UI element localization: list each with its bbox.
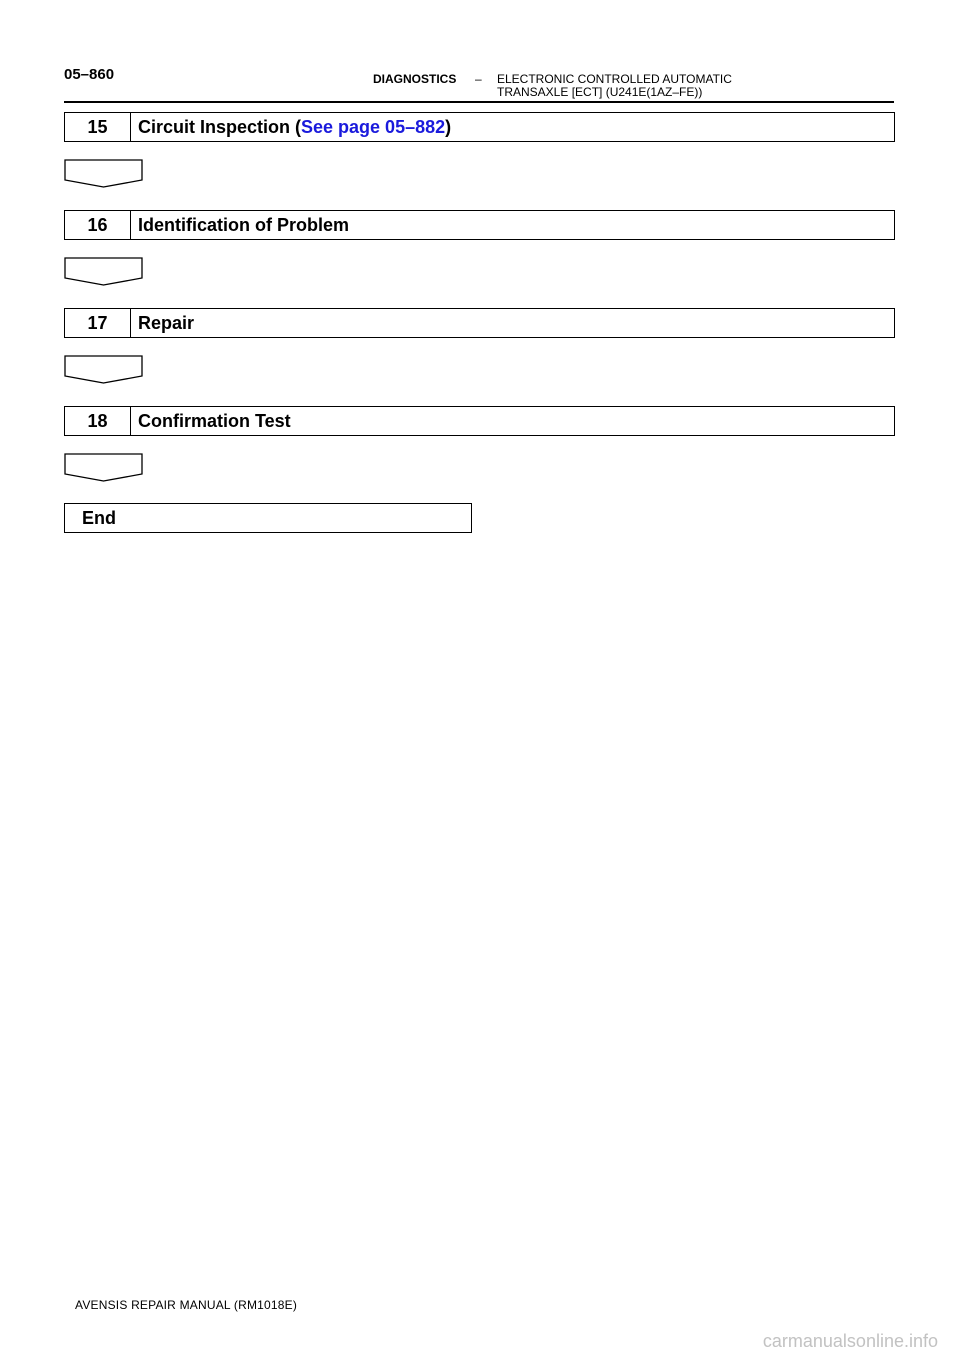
step-16-box — [64, 210, 895, 240]
flow-arrow-down — [64, 257, 144, 287]
step-title: Identification of Problem — [138, 215, 350, 235]
step-number: 16 — [65, 211, 131, 239]
header-title-line-1: ELECTRONIC CONTROLLED AUTOMATIC — [497, 72, 732, 86]
footer-manual-id: AVENSIS REPAIR MANUAL (RM1018E) — [75, 1298, 298, 1312]
see-page-link[interactable]: See page 05–882 — [301, 117, 446, 137]
step-17-box — [64, 308, 895, 338]
flow-arrow-down — [64, 355, 144, 385]
header-title-line-2: TRANSAXLE [ECT] (U241E(1AZ–FE)) — [497, 85, 703, 99]
header-rule — [64, 101, 894, 103]
watermark: carmanualsonline.info — [762, 1331, 938, 1351]
step-title: Confirmation Test — [138, 411, 291, 431]
step-title-suffix: ) — [445, 117, 452, 137]
step-18-box — [64, 406, 895, 436]
step-15-box — [64, 112, 895, 142]
flow-arrow-down — [64, 159, 144, 189]
end-box — [64, 503, 472, 533]
step-number: 17 — [65, 309, 131, 337]
step-title-prefix: Circuit Inspection ( — [138, 117, 302, 137]
flow-arrow-down — [64, 453, 144, 483]
step-title: Repair — [138, 313, 195, 333]
step-number: 15 — [65, 113, 131, 141]
step-title — [138, 113, 451, 141]
end-label: End — [82, 508, 116, 528]
header-separator: – — [475, 72, 482, 86]
section-name: DIAGNOSTICS — [373, 72, 457, 86]
step-number: 18 — [65, 407, 131, 435]
page-number: 05–860 — [64, 66, 115, 83]
